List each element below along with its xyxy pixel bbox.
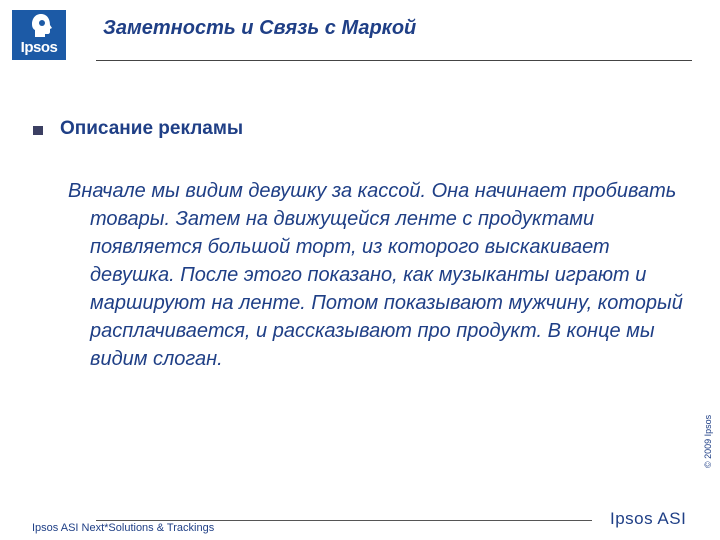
- bullet-heading: Описание рекламы: [60, 118, 244, 139]
- square-bullet-icon: [33, 126, 43, 135]
- logo-text: Ipsos: [20, 39, 58, 56]
- head-silhouette-icon: [28, 13, 54, 39]
- ipsos-logo: [12, 10, 66, 60]
- copyright-note: © 2009 Ipsos: [703, 414, 713, 468]
- footer-divider: [96, 520, 592, 521]
- footer-caption: Ipsos ASI Next*Solutions & Trackings: [32, 522, 215, 534]
- footer-brand: Ipsos ASI: [610, 509, 687, 528]
- title-divider: [96, 60, 692, 61]
- slide-title: Заметность и Связь с Маркой: [103, 17, 417, 39]
- ad-description: Вначале мы видим девушку за кассой. Она начинает пробивать товары. Затем на движущейся ленте с продуктами появляется большой торт, из которого выскакивает девушка. После этого показано, как музыканты играют и маршируют на ленте. Потом показывают мужчину, который расплачивается, и рассказывают про продукт. В конце мы видим слоган.: [68, 180, 683, 370]
